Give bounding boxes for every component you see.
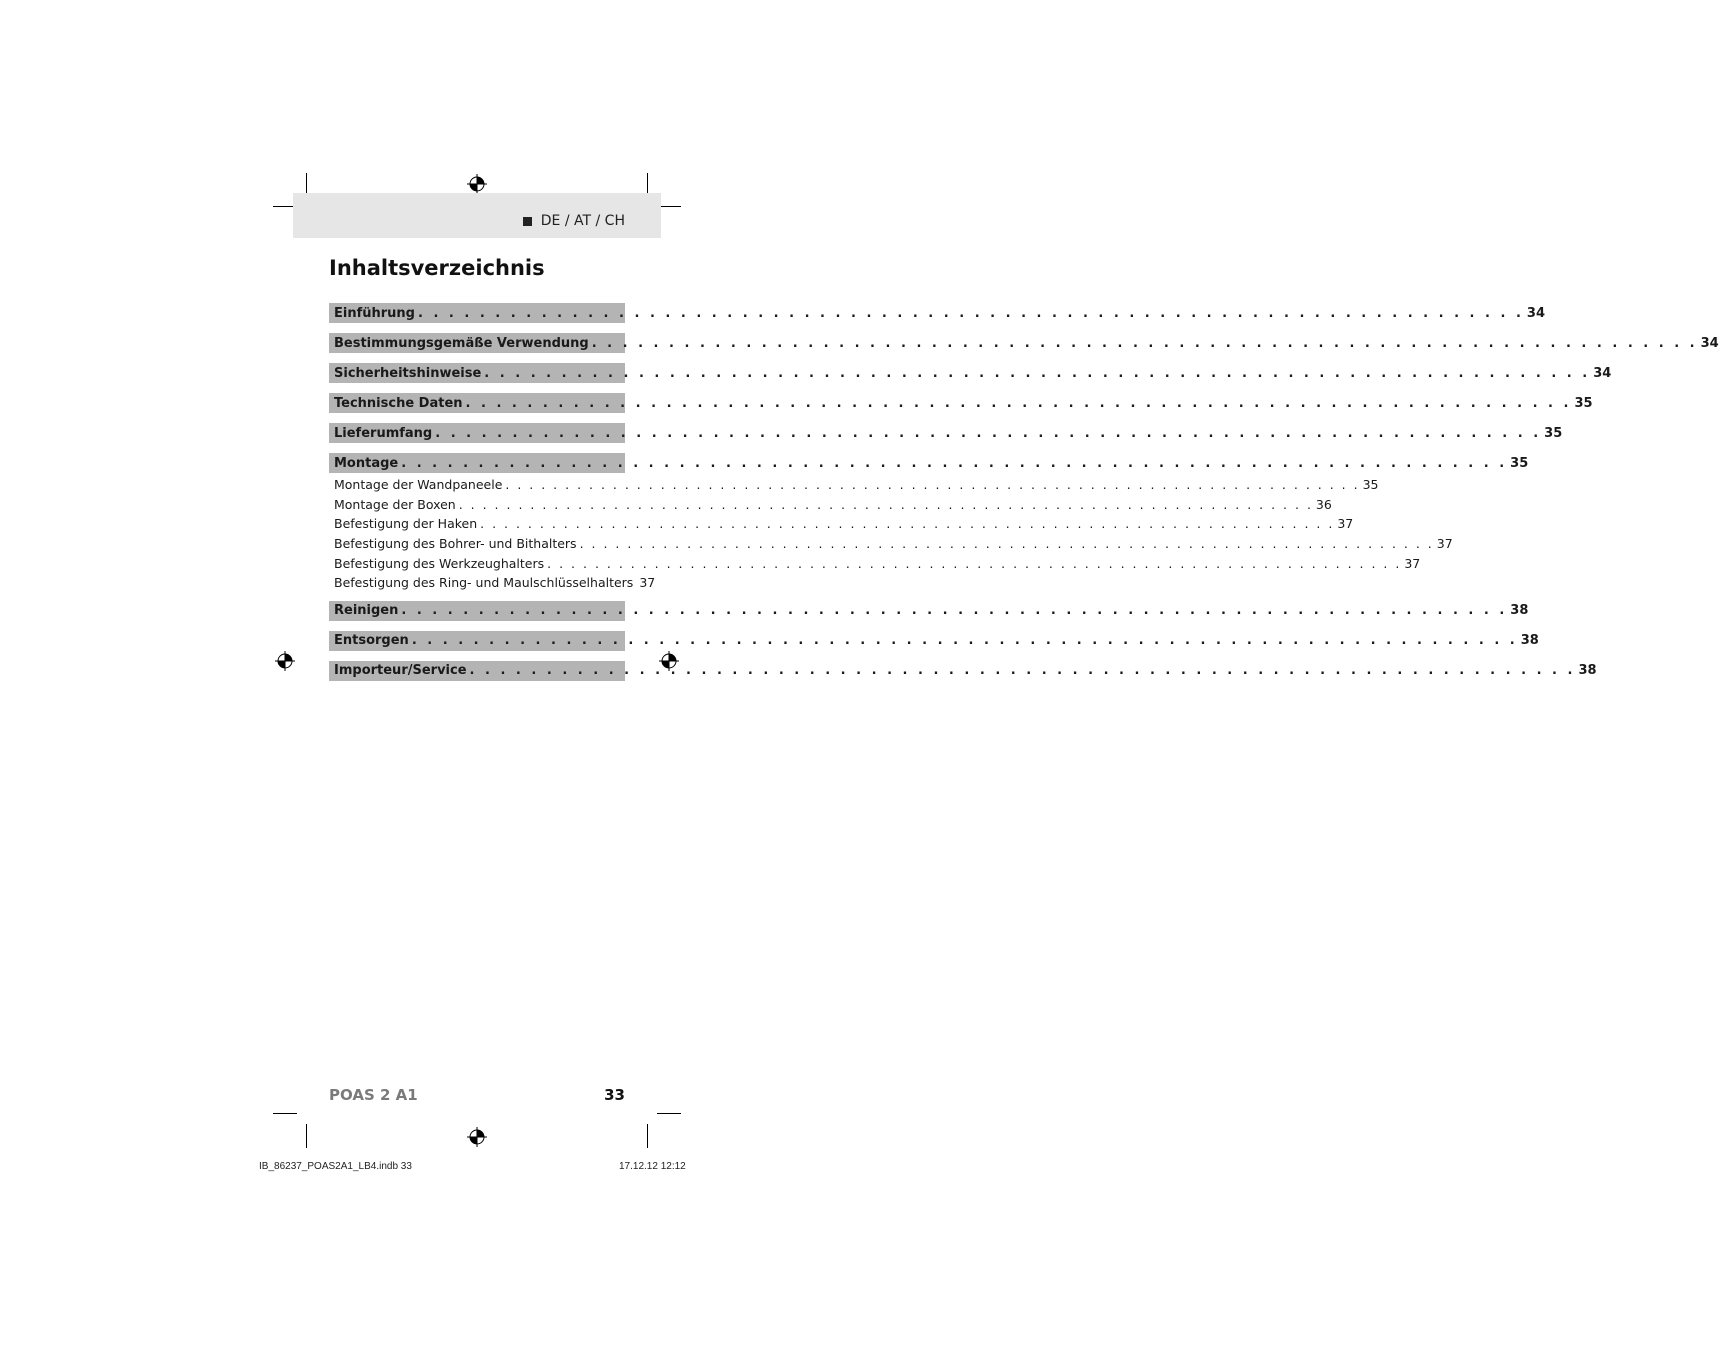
toc-sub-entries (329, 475, 1453, 593)
leader-dots (484, 366, 1590, 381)
leader-dots (470, 663, 1576, 678)
toc-sub-entry-page: 37 (1337, 516, 1354, 532)
leader-dots (505, 477, 1359, 492)
toc-entry-label: Sicherheitshinweise (334, 365, 482, 381)
toc-entry-label: Bestimmungsgemäße Verwendung (334, 335, 589, 351)
slug-file-info: IB_86237_POAS2A1_LB4.indb 33 (259, 1161, 412, 1172)
leader-dots (466, 396, 1572, 411)
toc-entry-label: Entsorgen (334, 633, 409, 649)
toc-main-bottom (329, 601, 1597, 681)
toc-entry-label: Einführung (334, 305, 415, 321)
toc-entry[interactable] (329, 453, 1529, 473)
toc-sub-entry-label: Befestigung des Ring- und Maulschlüsselhalters (334, 575, 634, 591)
toc-sub-entry-page: 37 (1436, 536, 1453, 552)
registration-mark-icon (275, 651, 295, 671)
toc-sub-entry-label: Befestigung der Haken (334, 516, 478, 532)
leader-dots (592, 336, 1698, 351)
toc-sub-entry-page: 37 (639, 575, 656, 591)
toc-entry-label: Montage (334, 455, 399, 471)
toc-sub-entry-label: Montage der Wandpaneele (334, 477, 503, 493)
toc-entry-page: 38 (1578, 663, 1597, 679)
crop-mark (306, 1124, 307, 1148)
toc-entry-page: 38 (1510, 603, 1529, 619)
footer-page-number: 33 (604, 1086, 625, 1104)
crop-mark (647, 1124, 648, 1148)
toc-entry-label: Importeur/Service (334, 663, 467, 679)
square-bullet-icon (523, 217, 532, 226)
toc-entry[interactable] (329, 601, 1529, 621)
leader-dots (547, 556, 1401, 571)
header-band (293, 193, 661, 238)
toc-entry[interactable] (329, 303, 1545, 323)
leader-dots (418, 306, 1524, 321)
toc-sub-entry[interactable] (329, 514, 1354, 534)
crop-mark (657, 1113, 681, 1114)
toc-entry-label: Reinigen (334, 603, 399, 619)
leader-dots (401, 456, 1507, 471)
toc-entry-page: 38 (1520, 633, 1539, 649)
leader-dots (435, 426, 1541, 441)
toc-entry[interactable] (329, 393, 1593, 413)
toc-entry[interactable] (329, 423, 1563, 443)
leader-dots (412, 633, 1518, 648)
registration-mark-icon (467, 174, 487, 194)
toc-sub-entry-page: 37 (1404, 555, 1421, 571)
toc-entry-page: 35 (1510, 455, 1529, 471)
toc-entry-label: Lieferumfang (334, 425, 433, 441)
leader-dots (459, 497, 1313, 512)
toc-sub-entry[interactable] (329, 534, 1453, 554)
toc-entry-label: Technische Daten (334, 395, 463, 411)
toc-sub-entry[interactable] (329, 553, 1421, 573)
toc-sub-entry-label: Befestigung des Bohrer- und Bithalters (334, 536, 577, 552)
toc-entry-page: 35 (1544, 425, 1563, 441)
toc-sub-entry[interactable] (329, 495, 1332, 515)
crop-mark (273, 1113, 297, 1114)
leader-dots (480, 516, 1334, 531)
toc-sub-entry-page: 35 (1362, 477, 1379, 493)
toc-entry-page: 34 (1700, 335, 1719, 351)
footer-model-name: POAS 2 A1 (329, 1086, 418, 1104)
toc-entry[interactable] (329, 363, 1612, 383)
toc-entry[interactable] (329, 631, 1539, 651)
toc-entry-page: 34 (1593, 365, 1612, 381)
toc-entry-page: 35 (1574, 395, 1593, 411)
toc-entry-page: 34 (1526, 305, 1545, 321)
region-label (523, 213, 625, 229)
leader-dots (401, 603, 1507, 618)
table-of-contents (329, 303, 1719, 691)
toc-sub-entry-label: Befestigung des Werkzeughalters (334, 555, 545, 571)
toc-entry[interactable] (329, 333, 1719, 353)
toc-entry[interactable] (329, 661, 1597, 681)
toc-sub-entry[interactable] (329, 573, 656, 593)
toc-sub-entry[interactable] (329, 475, 1379, 495)
toc-main-top (329, 303, 1719, 473)
leader-dots (580, 536, 1434, 551)
toc-sub-entry-label: Montage der Boxen (334, 496, 456, 512)
toc-sub-entry-page: 36 (1315, 496, 1332, 512)
page-title: Inhaltsverzeichnis (329, 256, 545, 280)
registration-mark-icon (467, 1127, 487, 1147)
region-text: DE / AT / CH (540, 213, 625, 229)
slug-datetime: 17.12.12 12:12 (619, 1161, 686, 1172)
